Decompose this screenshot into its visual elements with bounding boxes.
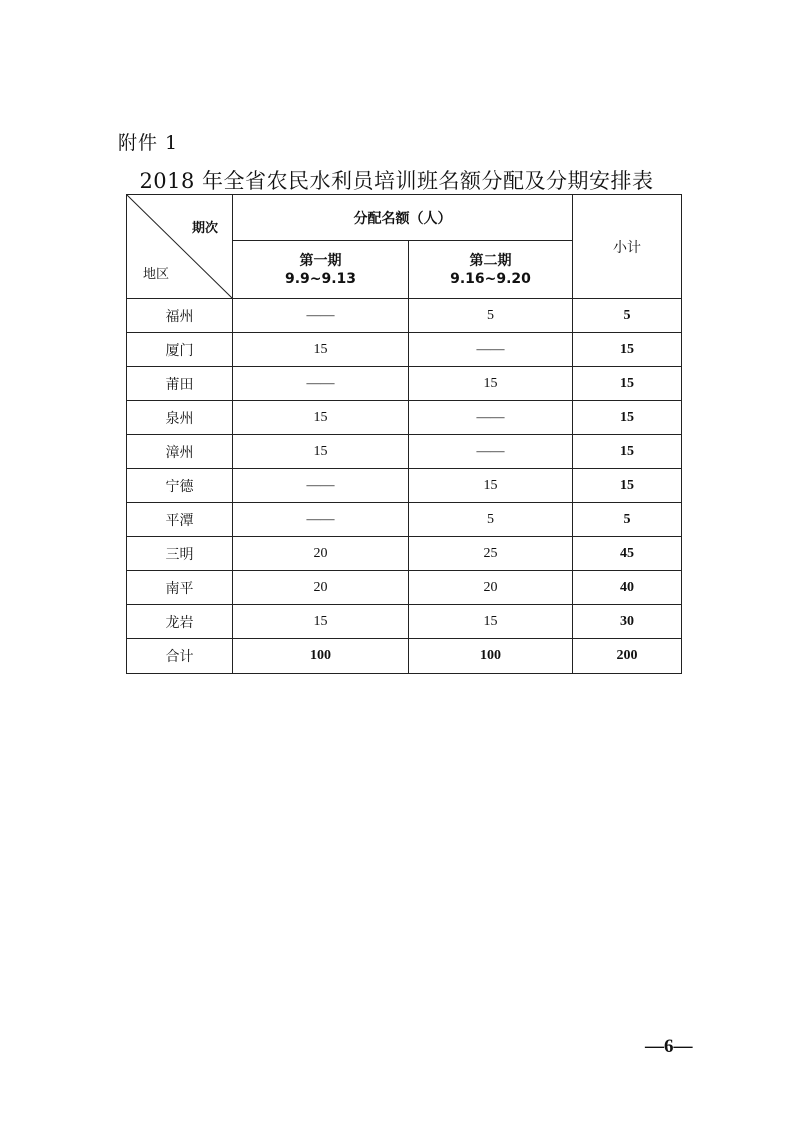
period-2-cell: 25 [409, 537, 573, 571]
total-subtotal-cell: 200 [573, 639, 682, 674]
total-row [127, 639, 682, 674]
table-row [127, 571, 682, 605]
subtotal-cell: 5 [573, 299, 682, 333]
period-2-cell: —— [409, 333, 573, 367]
region-cell: 南平 [127, 571, 233, 605]
corner-period-label: 期次 [191, 221, 218, 236]
period-2-cell: 20 [409, 571, 573, 605]
period-1-cell: 20 [233, 571, 409, 605]
period-2-cell: 15 [409, 469, 573, 503]
region-cell: 莆田 [127, 367, 233, 401]
table-row [127, 299, 682, 333]
period-2-cell: —— [409, 401, 573, 435]
allocation-group-header: 分配名额（人） [233, 195, 573, 241]
region-cell: 宁德 [127, 469, 233, 503]
table-row [127, 333, 682, 367]
subtotal-cell: 15 [573, 401, 682, 435]
period-1-cell: 15 [233, 401, 409, 435]
period-2-cell: 5 [409, 503, 573, 537]
period-1-name: 第一期 [299, 252, 342, 269]
subtotal-cell: 15 [573, 435, 682, 469]
subtotal-cell: 40 [573, 571, 682, 605]
subtotal-cell: 15 [573, 469, 682, 503]
table-row [127, 469, 682, 503]
page-number: —6— [645, 1036, 693, 1057]
period-2-cell: —— [409, 435, 573, 469]
attachment-label: 附件 1 [118, 132, 179, 154]
region-cell: 三明 [127, 537, 233, 571]
period-2-dates: 9.16~9.20 [450, 270, 531, 287]
period-1-dates: 9.9~9.13 [284, 270, 357, 287]
period-2-cell: 15 [409, 605, 573, 639]
region-cell: 泉州 [127, 401, 233, 435]
table-row [127, 435, 682, 469]
period-2-cell: 5 [409, 299, 573, 333]
period-1-cell: 15 [233, 333, 409, 367]
total-period-2-cell: 100 [409, 639, 573, 674]
period-1-cell: 20 [233, 537, 409, 571]
subtotal-cell: 15 [573, 333, 682, 367]
corner-region-label: 地区 [143, 267, 170, 282]
region-cell: 龙岩 [127, 605, 233, 639]
period-1-header [233, 241, 409, 299]
total-label-cell: 合计 [127, 639, 233, 674]
period-1-cell: —— [233, 503, 409, 537]
document-title: 2018 年全省农民水利员培训班名额分配及分期安排表 [139, 169, 654, 193]
period-1-cell: —— [233, 299, 409, 333]
subtotal-cell: 15 [573, 367, 682, 401]
period-1-cell: 15 [233, 435, 409, 469]
region-cell: 福州 [127, 299, 233, 333]
period-2-name: 第二期 [469, 252, 512, 269]
table-row [127, 503, 682, 537]
region-cell: 平潭 [127, 503, 233, 537]
period-1-cell: —— [233, 367, 409, 401]
diagonal-divider [127, 195, 232, 298]
table-row [127, 401, 682, 435]
table-row [127, 605, 682, 639]
period-1-cell: —— [233, 469, 409, 503]
subtotal-header: 小计 [573, 195, 682, 299]
corner-header-cell [127, 195, 233, 299]
subtotal-cell: 30 [573, 605, 682, 639]
total-period-1-cell: 100 [233, 639, 409, 674]
period-1-cell: 15 [233, 605, 409, 639]
subtotal-cell: 45 [573, 537, 682, 571]
table-row [127, 537, 682, 571]
period-2-cell: 15 [409, 367, 573, 401]
subtotal-cell: 5 [573, 503, 682, 537]
period-2-header [409, 241, 573, 299]
region-cell: 厦门 [127, 333, 233, 367]
allocation-table [126, 194, 682, 674]
table-row [127, 367, 682, 401]
region-cell: 漳州 [127, 435, 233, 469]
